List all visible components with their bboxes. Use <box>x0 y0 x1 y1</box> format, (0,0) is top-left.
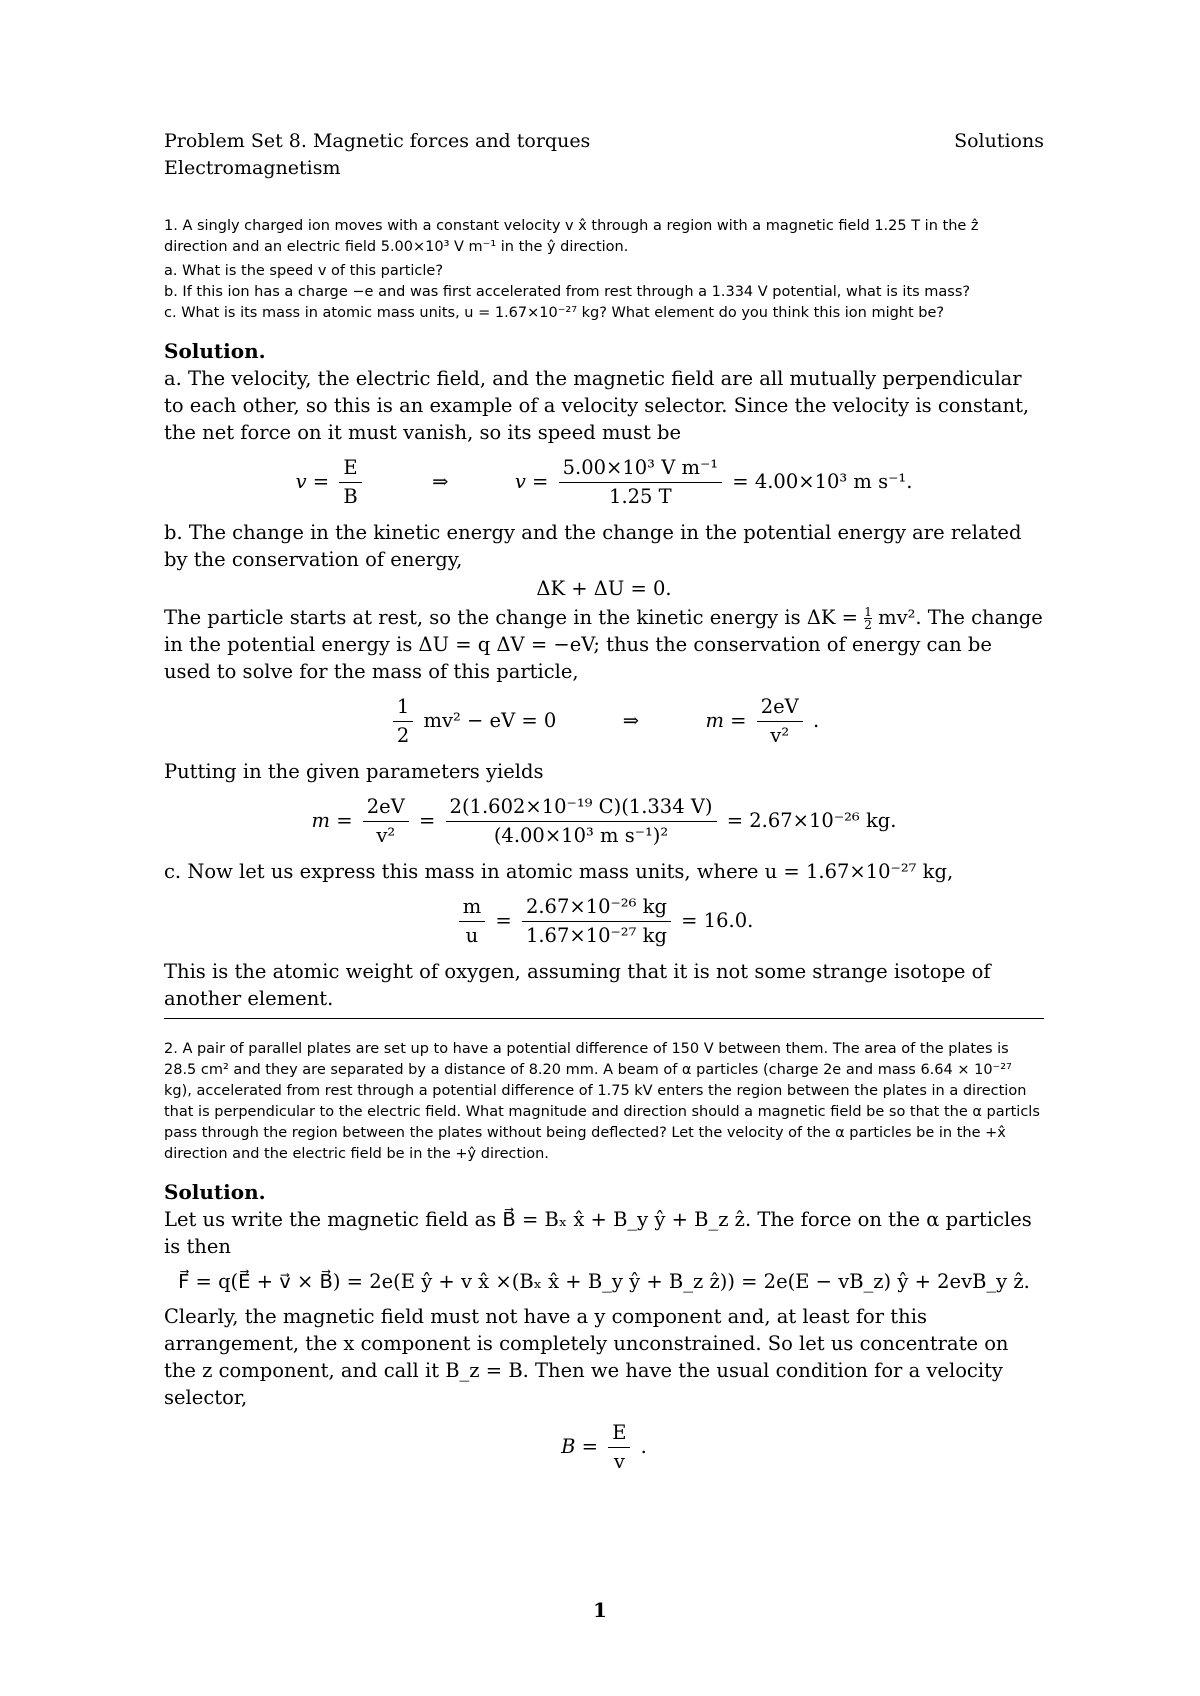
section-divider <box>164 1018 1044 1019</box>
header-subject: Electromagnetism <box>164 157 341 179</box>
problem-1-part-a: a. What is the speed v of this particle? <box>164 263 444 279</box>
putting-text: Putting in the given parameters yields <box>164 760 544 783</box>
solution-2-heading: Solution. <box>164 1180 266 1204</box>
equation-energy-conservation: ΔK + ΔU = 0. <box>536 577 672 600</box>
equation-mass-formula: $\frac{1}{2}$ mv² − eV = 0 ⇒ m = $\frac{2eV}{\text{v²}}$ . <box>164 695 1044 748</box>
speed-result: = 4.00×10³ m s⁻¹. <box>732 470 913 493</box>
document-page <box>164 128 1044 1484</box>
page-number: 1 <box>593 1598 607 1622</box>
header-right: Solutions <box>954 130 1044 152</box>
eq-lhs: v = <box>295 470 330 493</box>
problem-1-statement: 1. A singly charged ion moves with a constant velocity v x̂ through a region with a magnetic field 1.25 T in the ẑ direction and an electric field 5.00×10³ V m⁻¹ in the ŷ direction. <box>164 218 979 255</box>
solution-1-conclusion: This is the atomic weight of oxygen, assuming that it is not some strange isotope of another element. <box>164 960 991 1010</box>
problem-1-part-b: b. If this ion has a charge −e and was first accelerated from rest through a 1.334 V potential, what is its mass? <box>164 284 971 300</box>
solution-1-part-b-text2: The particle starts at rest, so the change in the kinetic energy is ΔK = $\frac{1}{2} mv^2$. The change in the potential energy is ΔU = q ΔV = −eV; thus the conservation of energy can be used to solve for the mass of this particle, <box>164 605 1043 683</box>
fraction-e-over-b: $\frac{E}{B}$ <box>339 456 361 509</box>
running-header <box>164 128 1044 155</box>
solution-1-heading: Solution. <box>164 339 266 363</box>
solution-1-part-c-text: c. Now let us express this mass in atomic mass units, where u = 1.67×10⁻²⁷ kg, <box>164 860 954 883</box>
implies-arrow: ⇒ <box>432 470 449 493</box>
fraction-speed-values: $\frac{\text{5.00×10³ V m⁻¹}}{1.25 T}$ <box>559 456 722 509</box>
solution-1-part-b-text: b. The change in the kinetic energy and the change in the potential energy are related by the conservation of energy, <box>164 521 1022 571</box>
equation-force: F⃗ = q(E⃗ + v⃗ × B⃗) = 2e(E ŷ + v x̂ ×(Bₓ x̂ + B_y ŷ + B_z ẑ)) = 2e(E − vB_z) ŷ + 2evB_y ẑ. <box>178 1270 1030 1293</box>
header-title: Problem Set 8. Magnetic forces and torques <box>164 130 591 152</box>
equation-speed: v = $\frac{E}{B}$ ⇒ v = $\frac{\text{5.00×10³ V m⁻¹}}{1.25 T}$ = 4.00×10³ m s⁻¹. <box>295 456 913 508</box>
problem-1-part-c: c. What is its mass in atomic mass units, u = 1.67×10⁻²⁷ kg? What element do you think this ion might be? <box>164 305 945 321</box>
equation-mass-value: m = $\frac{2eV}{\text{v²}}$ = $\frac{\text{2(1.602×10⁻¹⁹ C)(1.334 V)}}{\text{(4.00×10³ m s⁻¹)²}}$ = 2.67×10⁻²⁶ kg. <box>311 795 897 847</box>
equation-amu: $\frac{m}{u}$ = $\frac{\text{2.67×10⁻²⁶ kg}}{\text{1.67×10⁻²⁷ kg}}$ = 16.0. <box>164 895 1044 948</box>
problem-2-statement: 2. A pair of parallel plates are set up to have a potential difference of 150 V between them. The area of the plates is 28.5 cm² and they are separated by a distance of 8.20 mm. A beam of α particles (charge 2e and mass 6.64 × 10⁻²⁷ kg), accelerated from rest through a potential difference of 1.75 kV enters the region between the plates in a direction that is perpendicular to the electric field. What magnitude and direction should a magnetic field be so that the α particls pass through the region between the plates without being deflected? Let the velocity of the α particles be in the +x̂ direction and the electric field be in the +ŷ direction. <box>164 1041 1040 1162</box>
equation-velocity-selector: B = $\frac{E}{v}$ . <box>561 1421 647 1473</box>
solution-2-intro: Let us write the magnetic field as B⃗ = Bₓ x̂ + B_y ŷ + B_z ẑ. The force on the α particles is then <box>164 1208 1032 1258</box>
solution-1-part-a-text: a. The velocity, the electric field, and the magnetic field are all mutually perpendicular to each other, so this is an example of a velocity selector. Since the velocity is constant, the net force on it must vanish, so its speed must be <box>164 367 1030 444</box>
solution-2-text: Clearly, the magnetic field must not have a y component and, at least for this arrangement, the x component is completely unconstrained. So let us concentrate on the z component, and call it B_z = B. Then we have the usual condition for a velocity selector, <box>164 1305 1009 1409</box>
problem-1 <box>164 216 1044 324</box>
